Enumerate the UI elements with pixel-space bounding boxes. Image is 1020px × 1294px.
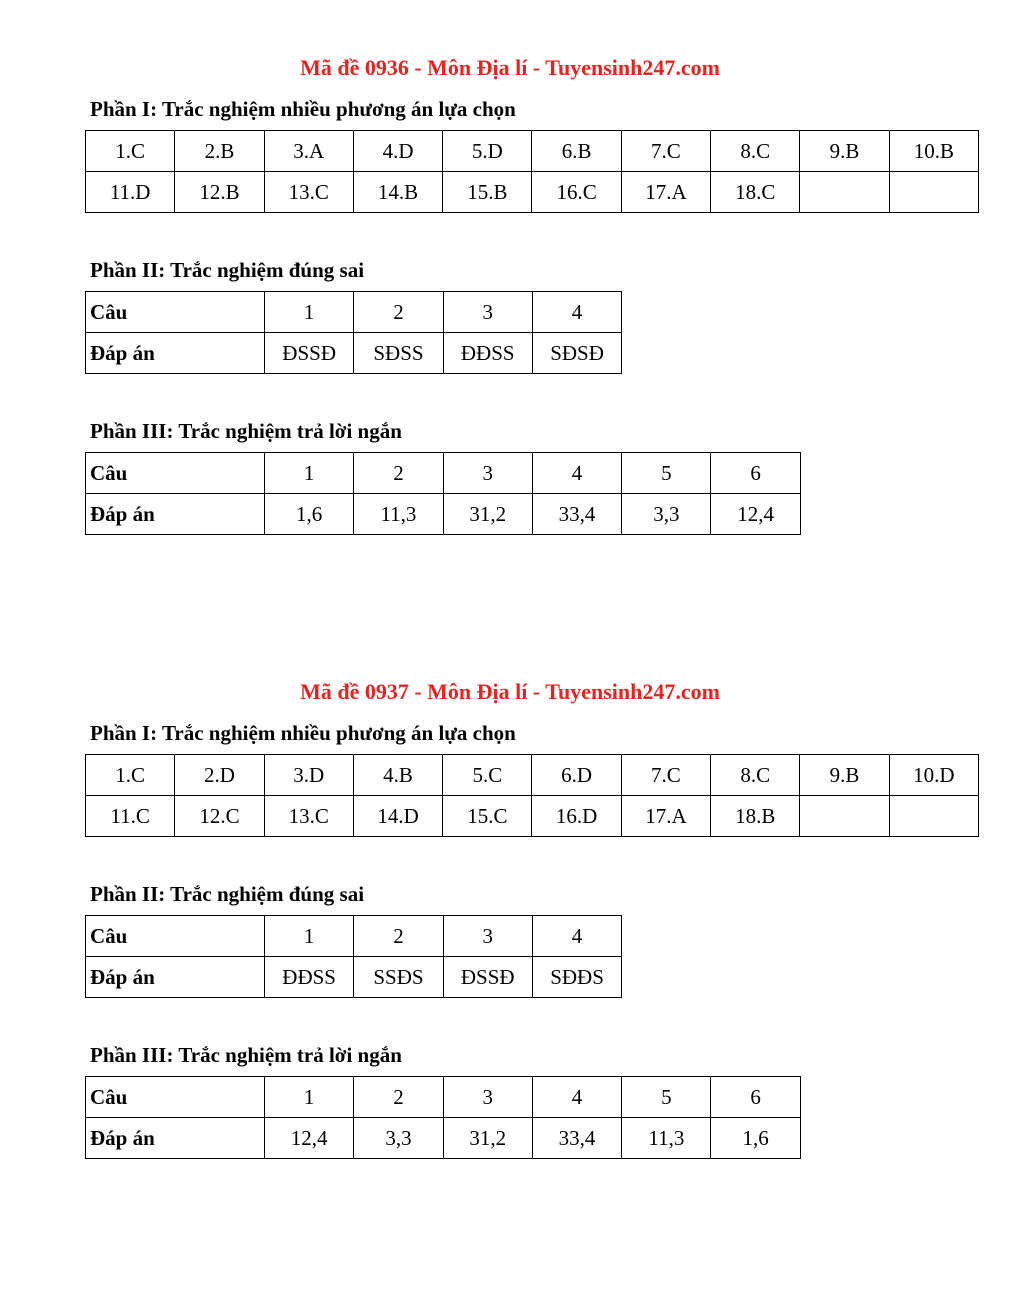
answer-cell: 4.B [353,755,442,796]
part1-heading: Phần I: Trắc nghiệm nhiều phương án lựa chọn [90,721,516,745]
question-cell: 2 [354,916,443,957]
answer-cell: 2.B [175,131,264,172]
answer-cell: 5.D [443,131,532,172]
section-title: Mã đề 0937 - Môn Địa lí - Tuyensinh247.com [300,679,720,704]
answer-cell: 11,3 [622,1118,711,1159]
answer-cell: 12,4 [265,1118,354,1159]
answer-cell: 13.C [264,796,353,837]
answer-cell: 3,3 [354,1118,443,1159]
answer-cell: 8.C [711,131,800,172]
part2-table [85,291,622,374]
answer-cell [889,796,978,837]
question-cell: 4 [532,453,621,494]
part1-table [85,130,979,213]
answer-cell: SĐSS [354,333,443,374]
question-cell: 4 [532,1077,621,1118]
answer-cell: 10.D [889,755,978,796]
answer-cell: ĐSSĐ [265,333,354,374]
answer-cell: ĐĐSS [443,333,532,374]
answer-label: Đáp án [86,333,265,374]
table-row [86,1077,801,1118]
answer-cell: 5.C [443,755,532,796]
question-cell: 6 [711,1077,800,1118]
answer-cell: 1.C [86,131,175,172]
answer-cell: 18.B [711,796,800,837]
table-row [86,131,979,172]
part3-table [85,452,801,535]
answer-cell: SSĐS [354,957,443,998]
answer-cell: 17.A [621,172,710,213]
answer-cell: 14.D [353,796,442,837]
answer-cell: 9.B [800,755,889,796]
question-cell: 1 [265,453,354,494]
part2-heading: Phần II: Trắc nghiệm đúng sai [90,882,365,906]
question-label: Câu [86,916,265,957]
answer-cell: 1.C [86,755,175,796]
question-cell: 3 [443,453,532,494]
table-row [86,453,801,494]
question-cell: 5 [622,453,711,494]
question-label: Câu [86,1077,265,1118]
part3-heading: Phần III: Trắc nghiệm trả lời ngắn [90,419,402,443]
answer-cell: 7.C [621,755,710,796]
question-cell: 6 [711,453,800,494]
answer-cell: 33,4 [532,494,621,535]
answer-cell: 6.D [532,755,621,796]
answer-cell: 15.B [443,172,532,213]
answer-cell: 15.C [443,796,532,837]
part3-heading: Phần III: Trắc nghiệm trả lời ngắn [90,1043,402,1067]
answer-cell: 6.B [532,131,621,172]
part2-heading: Phần II: Trắc nghiệm đúng sai [90,258,365,282]
answer-cell: 12,4 [711,494,800,535]
question-cell: 2 [354,1077,443,1118]
answer-cell: 3.D [264,755,353,796]
table-row [86,333,622,374]
answer-cell: 1,6 [711,1118,800,1159]
answer-cell: 10.B [889,131,978,172]
answer-cell: SĐSĐ [532,333,621,374]
question-cell: 2 [354,453,443,494]
answer-cell: 11.D [86,172,175,213]
question-cell: 3 [443,1077,532,1118]
table-row [86,172,979,213]
question-cell: 3 [443,916,532,957]
answer-cell: 2.D [175,755,264,796]
answer-cell: 4.D [353,131,442,172]
table-row [86,292,622,333]
question-label: Câu [86,292,265,333]
answer-cell: 14.B [353,172,442,213]
answer-cell: 31,2 [443,1118,532,1159]
answer-cell: ĐĐSS [265,957,354,998]
section-title: Mã đề 0936 - Môn Địa lí - Tuyensinh247.com [300,55,720,80]
answer-label: Đáp án [86,957,265,998]
part1-heading: Phần I: Trắc nghiệm nhiều phương án lựa chọn [90,97,516,121]
answer-cell: 11,3 [354,494,443,535]
question-cell: 1 [265,1077,354,1118]
table-row [86,494,801,535]
answer-cell: 12.C [175,796,264,837]
answer-cell: 16.D [532,796,621,837]
answer-cell: 7.C [621,131,710,172]
question-label: Câu [86,453,265,494]
answer-cell: 3,3 [622,494,711,535]
part1-table [85,754,979,837]
answer-label: Đáp án [86,1118,265,1159]
question-cell: 4 [532,292,621,333]
answer-cell [800,172,889,213]
question-cell: 5 [622,1077,711,1118]
part2-table [85,915,622,998]
answer-cell: 33,4 [532,1118,621,1159]
question-cell: 1 [265,292,354,333]
answer-cell: 31,2 [443,494,532,535]
answer-cell: 17.A [621,796,710,837]
answer-cell: 8.C [711,755,800,796]
answer-cell: 13.C [264,172,353,213]
question-cell: 2 [354,292,443,333]
answer-cell: 18.C [711,172,800,213]
answer-label: Đáp án [86,494,265,535]
answer-cell: 16.C [532,172,621,213]
question-cell: 1 [265,916,354,957]
answer-cell: 9.B [800,131,889,172]
table-row [86,796,979,837]
table-row [86,755,979,796]
answer-cell [889,172,978,213]
question-cell: 3 [443,292,532,333]
table-row [86,1118,801,1159]
answer-cell: ĐSSĐ [443,957,532,998]
part3-table [85,1076,801,1159]
answer-cell: SĐĐS [532,957,621,998]
question-cell: 4 [532,916,621,957]
answer-cell: 11.C [86,796,175,837]
answer-cell: 1,6 [265,494,354,535]
answer-cell: 12.B [175,172,264,213]
answer-cell: 3.A [264,131,353,172]
table-row [86,957,622,998]
answer-cell [800,796,889,837]
table-row [86,916,622,957]
